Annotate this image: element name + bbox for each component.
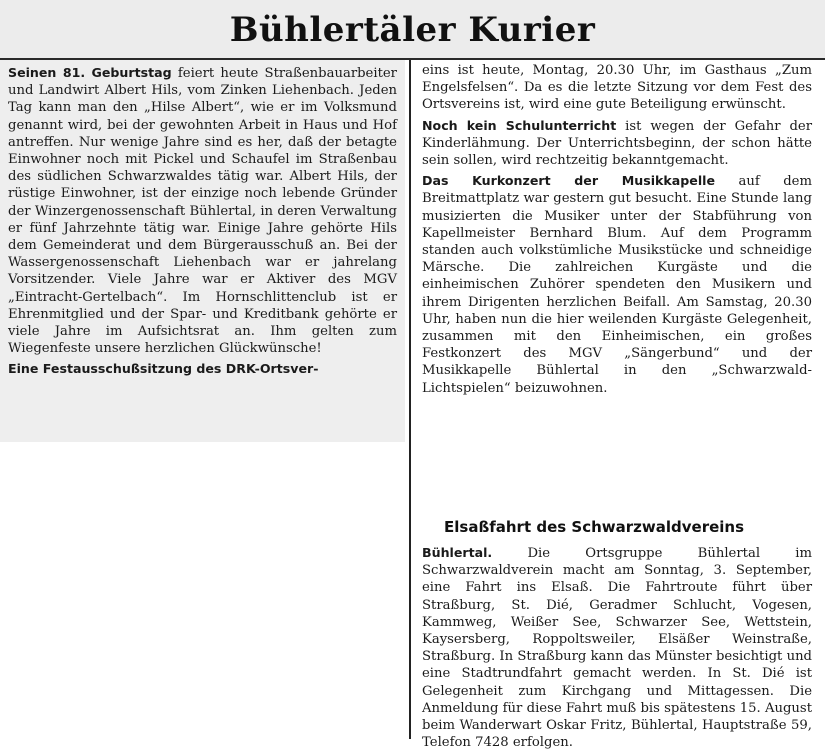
masthead [0, 0, 825, 60]
drk-article-start [8, 360, 397, 378]
right-column [416, 60, 816, 397]
trip-article [422, 544, 812, 751]
concert-article [422, 172, 812, 397]
concert-lead: Das Kurkonzert der Musikkapelle [422, 173, 716, 189]
trip-lead: Bühlertal. [422, 545, 493, 560]
trip-heading: Elsaßfahrt des Schwarzwaldvereins [444, 518, 745, 536]
column-divider [409, 60, 411, 739]
trip-article-block [416, 488, 816, 751]
birthday-lead: Seinen 81. Geburtstag [8, 65, 172, 80]
drk-article-cont: eins ist heute, Montag, 20.30 Uhr, im Gasthaus „Zum Engelsfelsen“. Da es die letzte Sitzung vor dem Fest des Ortsvereins ist, wird eine gute Beteiligung erwünscht. [422, 63, 812, 113]
school-lead: Noch kein Schulunterricht [422, 117, 617, 133]
birthday-article [8, 64, 397, 357]
trip-text: Die Ortsgruppe Bühlertal im Schwarzwaldverein macht am Sonntag, 3. September, eine Fahrt ins Elsaß. Die Fahrtroute führt über Straßburg, St. Dié, Geradmer Schlucht, Vogesen, Kammweg, Weißer See, Schwarzer See, Wettstein, Kaysersberg, Roppoltsweiler, Elsäßer Weinstraße, Straßburg. In Straßburg kann das Münster besichtigt und eine Stadtrundfahrt gemacht werden. In St. Dié ist Gelegenheit zum Kirchgang und Mittagessen. Die Anmeldung für diese Fahrt muß bis spätestens 15. August beim Wanderwart Oskar Fritz, Bühlertal, Hauptstraße 59, Telefon 7428 erfolgen. [422, 546, 812, 751]
school-text: ist wegen der Gefahr der Kinderlähmung. Der Unterrichtsbeginn, der schon hätte sein sollen, wird rechtzeitig bekanntgemacht. [422, 118, 813, 169]
drk-lead: Eine Festausschußsitzung des DRK-Ortsver- [8, 361, 319, 377]
left-column [0, 60, 405, 442]
concert-text: auf dem Breitmattplatz war gestern gut besucht. Eine Stunde lang musizierten die Musiker unter der Stabführung von Kapellmeister Bernhard Blum. Auf dem Programm standen auch volkstümliche Musikstücke und schneidige Märsche. Die zahlreichen Kurgäste und die einheimischen Zuhörer spendeten den Musikern und ihrem Dirigenten herzlichen Beifall. Am Samstag, 20.30 Uhr, haben nun die hier weilenden Kurgäste Gelegenheit, zusammen mit den Einheimischen, ein großes Festkonzert des MGV „Sängerbund“ und der Musikkapelle Bühlertal in den „Schwarzwald-Lichtspielen“ beizuwohnen. [422, 174, 812, 396]
birthday-text: feiert heute Straßenbauarbeiter und Landwirt Albert Hils, vom Zinken Liehenbach. Jeden Tag kann man den „Hilse Albert“, wie er im Volksmund genannt wird, bei der gewohnten Arbeit in Haus und Hof antreffen. Nur wenige Jahre sind es her, daß der betagte Einwohner noch mit Pickel und Schaufel im Straßenbau des südlichen Schwarzwaldes tätig war. Albert Hils, der rüstige Einwohner, ist der einzige noch lebende Gründer der Winzergenossenschaft Bühlertal, in deren Verwaltung er fünf Jahrzehnte tätig war. Einige Jahre gehörte Hils dem Gemeinderat und dem Bürgerausschuß an. Bei der Wassergenossenschaft Liehenbach war er jahrelang Vorsitzender. Viele Jahre war er Aktiver des MGV „Eintracht-Gertelbach“. Im Hornschlittenclub ist er Ehrenmitglied und der Spar- und Kreditbank gehörte er viele Jahre im Aufsichtsrat an. Ihm gelten zum Wiegenfeste unsere herzlichen Glückwünsche! [8, 66, 397, 357]
blank-area [0, 442, 405, 739]
school-article [422, 117, 812, 170]
newspaper-title: Bühlertäler Kurier [229, 10, 596, 50]
